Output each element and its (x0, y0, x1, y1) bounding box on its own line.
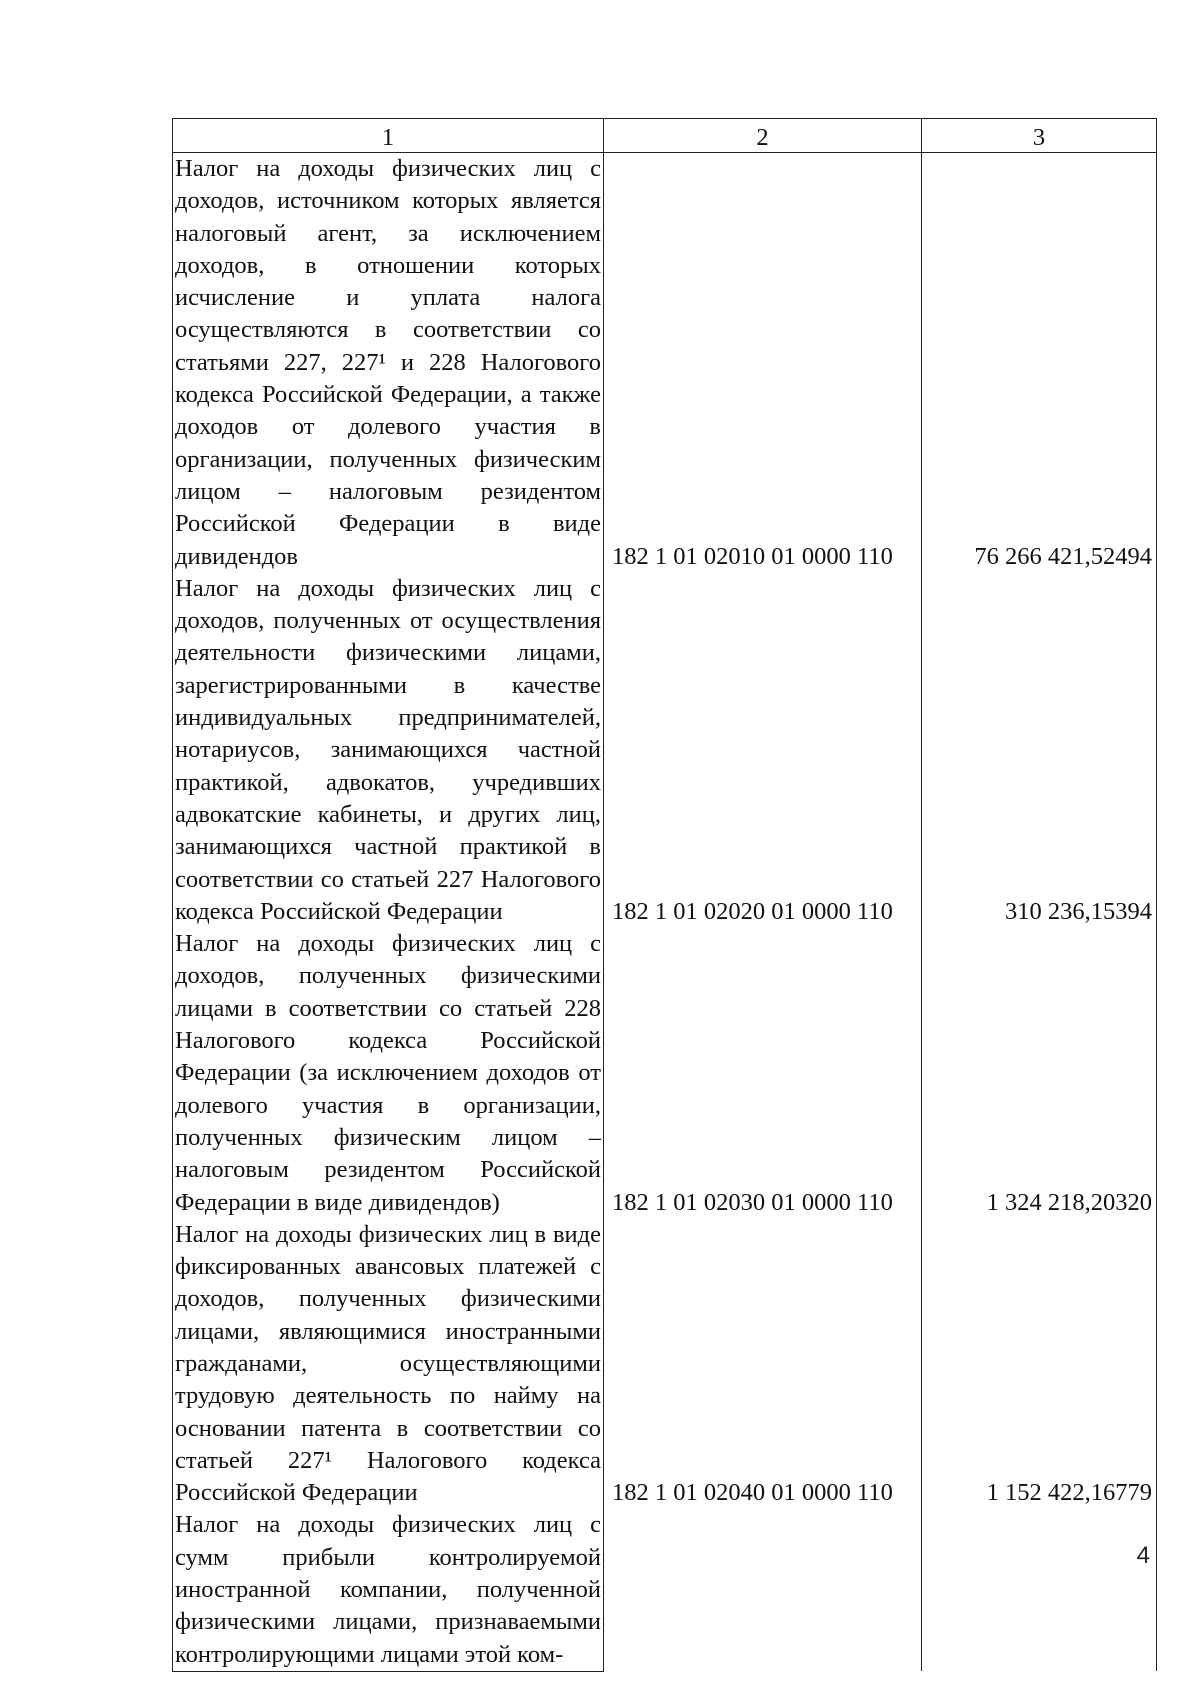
revenue-table (172, 118, 1157, 1672)
revenue-code-cell: 182 1 01 02030 01 0000 110 (604, 928, 922, 1219)
table-row (173, 153, 1157, 573)
revenue-code-cell: 182 1 01 02020 01 0000 110 (604, 573, 922, 928)
revenue-name: Налог на доходы физических лиц с сумм прибыли контролируемой иностранной компании, полученной физическими лицами, признаваемыми контролирующими лицами этой ком- (175, 1511, 601, 1668)
revenue-amount-cell: 310 236,15394 (922, 573, 1157, 928)
revenue-name-cell (173, 928, 604, 1219)
revenue-name: Налог на доходы физических лиц в виде фиксированных авансовых платежей с доходов, полученных физическими лицами, являющимися иностранными гражданами, осуществляющими трудовую деятельность по найму на основании патента в соответствии со статьей 227¹ Налогового кодекса Российской Федерации (175, 1220, 601, 1507)
page-number: 4 (1136, 1542, 1150, 1569)
revenue-amount-cell: 1 324 218,20320 (922, 928, 1157, 1219)
revenue-amount-cell (922, 1509, 1157, 1671)
revenue-code-cell: 182 1 01 02010 01 0000 110 (604, 153, 922, 573)
revenue-amount-cell: 1 152 422,16779 (922, 1219, 1157, 1510)
revenue-name: Налог на доходы физических лиц с доходов, источником которых является налоговый агент, за исключением доходов, в отношении которых исчисление и уплата налога осуществляются в соответствии со статьями 227, 227¹ и 228 Налогового кодекса Российской Федерации, а также доходов от долевого участия в организации, полученных физическим лицом – налоговым резидентом Российской Федерации в виде дивидендов (175, 155, 601, 570)
table-row (173, 928, 1157, 1219)
table-header-row (173, 119, 1157, 153)
revenue-amount-cell: 76 266 421,52494 (922, 153, 1157, 573)
column-header-2: 2 (604, 119, 922, 153)
revenue-name-cell (173, 1219, 604, 1510)
table-row (173, 1219, 1157, 1510)
revenue-name-cell (173, 573, 604, 928)
column-header-3: 3 (922, 119, 1157, 153)
revenue-name-cell (173, 1509, 604, 1671)
revenue-code-cell (604, 1509, 922, 1671)
revenue-name-cell (173, 153, 604, 573)
table-row (173, 573, 1157, 928)
revenue-code-cell: 182 1 01 02040 01 0000 110 (604, 1219, 922, 1510)
column-header-1: 1 (173, 119, 604, 153)
table-row (173, 1509, 1157, 1671)
revenue-name: Налог на доходы физических лиц с доходов, полученных физическими лицами в соответствии со статьей 228 Налогового кодекса Российской Федерации (за исключением доходов от долевого участия в организации, полученных физическим лицом – налоговым резидентом Российской Федерации в виде дивидендов) (175, 930, 601, 1216)
revenue-name: Налог на доходы физических лиц с доходов, полученных от осуществления деятельности физическими лицами, зарегистрированными в качестве индивидуальных предпринимателей, нотариусов, занимающихся частной практикой, адвокатов, учредивших адвокатские кабинеты, и других лиц, занимающихся частной практикой в соответствии со статьей 227 Налогового кодекса Российской Федерации (175, 574, 601, 925)
